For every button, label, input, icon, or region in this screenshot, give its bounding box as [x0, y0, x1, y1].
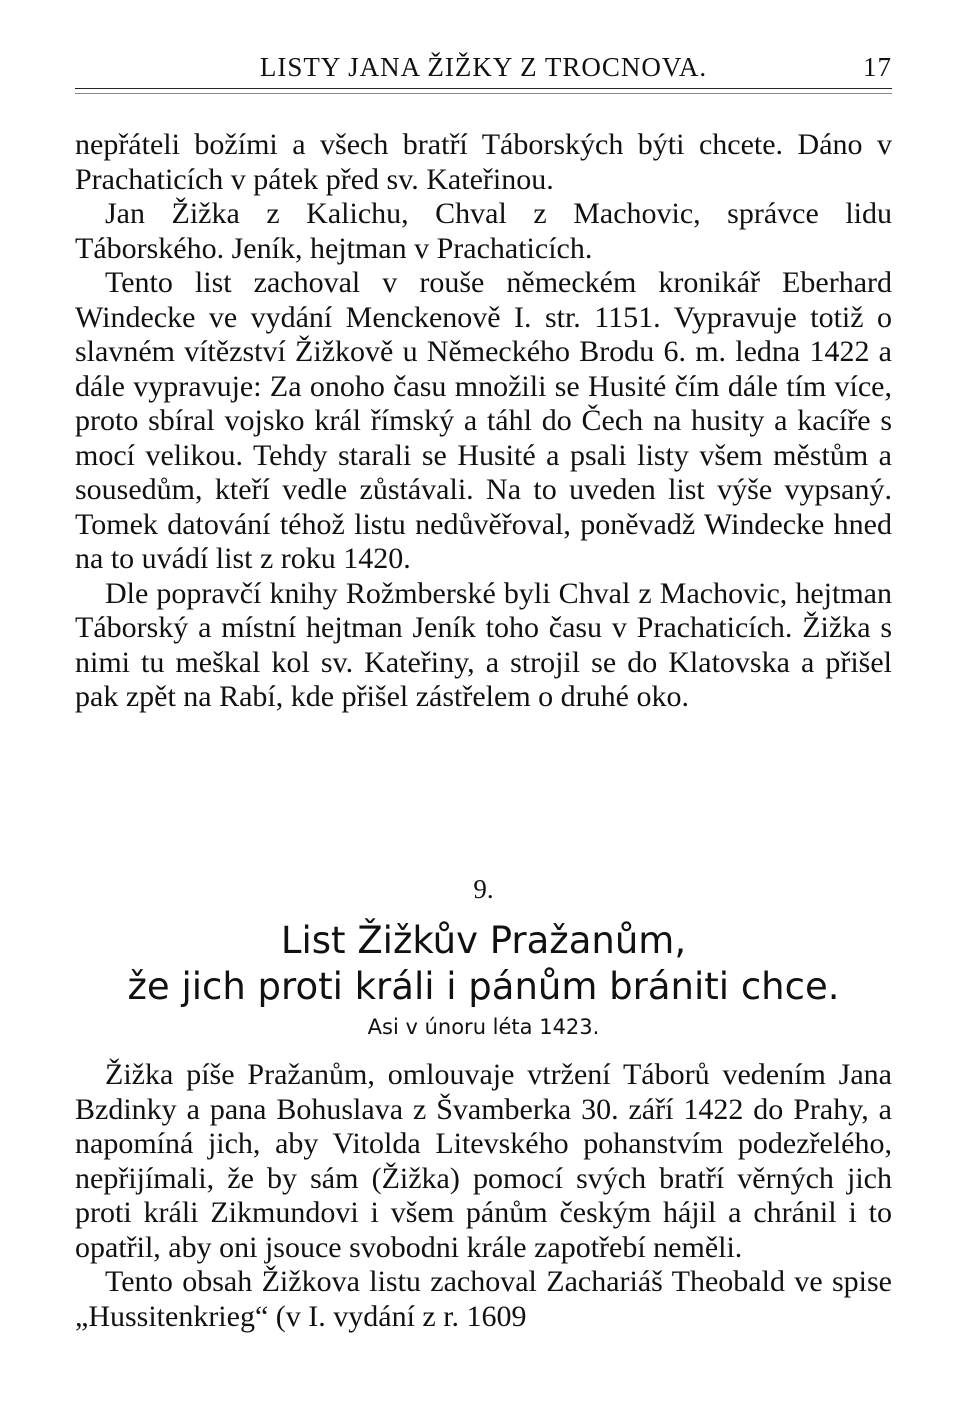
section-date: Asi v únoru léta 1423. [367, 1015, 600, 1039]
section-title-line: že jich proti králi i pánům brániti chce. [127, 965, 840, 1008]
running-title: LISTY JANA ŽIŽKY Z TROCNOVA. [259, 52, 708, 82]
paragraph: Tento list zachoval v rouše německém kronikář Eberhard Windecke ve vydání Menckenově I. str. 1151. Vypravuje totiž o slavném vítězství Žižkově u Německého Brodu 6. m. ledna 1422 a dále vypravuje: Za onoho času množili se Husité čím dále tím více, proto sbíral vojsko král římský a táhl do Čech na husity a kacíře s mocí velikou. Tehdy starali se Husité a psali listy všem městům a sousedům, kteří vedle zůstávali. Na to uveden list výše vypsaný. Tomek datování téhož listu nedůvěřoval, poněvadž Windecke hned na to uvádí list z roku 1420. [75, 266, 892, 575]
paragraph: nepřáteli božími a všech bratří Táborských býti chcete. Dáno v Prachaticích v pátek před sv. Kateřinou. [75, 128, 892, 196]
paragraph: Tento obsah Žižkova listu zachoval Zachariáš Theobald ve spise „Hussitenkrieg“ (v I. vydání z r. 1609 [75, 1265, 892, 1333]
section-number: 9. [473, 874, 494, 904]
page-number: 17 [863, 52, 892, 82]
body-text-bottom [75, 1058, 892, 1334]
body-text-top [75, 128, 892, 715]
section-title [75, 918, 892, 1010]
paragraph: Žižka píše Pražanům, omlouvaje vtržení Táborů vedením Jana Bzdinky a pana Bohuslava z Švamberka 30. září 1422 do Prahy, a napomíná jich, aby Vitolda Litevského pohanstvím podezřelého, nepřijímali, že by sám (Žižka) pomocí svých bratří věrných jich proti králi Zikmundovi i všem pánům českým hájil a chránil i to opatřil, aby oni jsouce svobodni krále zapotřebí neměli. [75, 1058, 892, 1264]
section-title-line: List Žižkův Pražanům, [280, 919, 687, 962]
paragraph: Dle popravčí knihy Rožmberské byli Chval z Machovic, hejtman Táborský a místní hejtman Jeník toho času v Prachaticích. Žižka s nimi tu meškal kol sv. Kateřiny, a strojil se do Klatovska a přišel pak zpět na Rabí, kde přišel zástřelem o druhé oko. [75, 576, 892, 713]
header-rule [75, 88, 892, 89]
header-rule-secondary [75, 93, 892, 94]
running-header [75, 52, 892, 82]
paragraph: Jan Žižka z Kalichu, Chval z Machovic, správce lidu Táborského. Jeník, hejtman v Prachaticích. [75, 197, 892, 265]
